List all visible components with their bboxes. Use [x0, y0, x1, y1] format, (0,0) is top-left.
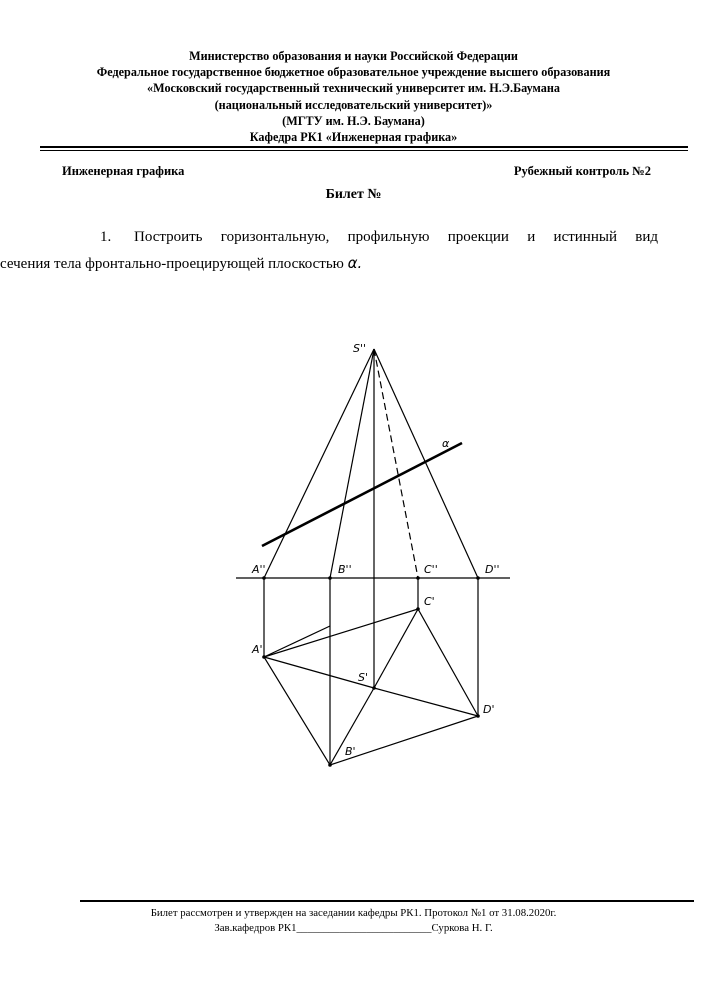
point-D1 — [476, 714, 480, 718]
edge-A1-B2-diag — [264, 626, 330, 657]
document-footer — [0, 906, 707, 935]
point-D2 — [476, 576, 480, 580]
label-C2: C'' — [424, 563, 438, 576]
label-D2: D'' — [485, 563, 500, 576]
label-A2: A'' — [252, 563, 266, 576]
header-rule-thick — [40, 146, 688, 148]
point-A2 — [262, 576, 266, 580]
task-line-1 — [100, 224, 658, 250]
point-B2 — [328, 576, 332, 580]
head-signature-line: Зав.кафедров РК1_________________________Суркова Н. Г. — [214, 921, 493, 934]
edge-S1-D1 — [374, 688, 478, 716]
edge-S2-A2 — [264, 349, 374, 578]
point-C2 — [416, 576, 420, 580]
ticket-title: Билет № — [325, 187, 382, 202]
label-C1: C' — [424, 595, 435, 608]
edge-S2-C2-hidden — [374, 349, 418, 578]
drawing-figure — [200, 291, 556, 815]
footer-rule — [80, 900, 694, 902]
label-D1: D' — [483, 703, 495, 716]
document-header — [0, 48, 707, 145]
header-rule-thin — [40, 150, 688, 151]
task-line-2 — [0, 250, 558, 277]
subject-title: Инженерная графика — [62, 164, 185, 178]
task-line-2-text: сечения тела фронтально-проецирующей плоскостью — [0, 256, 348, 272]
institution-type-line: Федеральное государственное бюджетное образовательное учреждение высшего образования — [96, 65, 611, 80]
point-S1 — [372, 686, 376, 690]
cutting-plane-alpha — [262, 443, 462, 546]
point-C1 — [416, 607, 420, 611]
university-name-line: «Московский государственный технический университет им. Н.Э.Баумана — [147, 81, 560, 96]
edge-S2-B2 — [330, 349, 374, 578]
pyramid-drawing — [200, 291, 556, 815]
department-line: Кафедра РК1 «Инженерная графика» — [249, 130, 458, 145]
task-text — [0, 224, 658, 277]
university-abbr-line: (МГТУ им. Н.Э. Баумана) — [282, 113, 425, 128]
ministry-line: Министерство образования и науки Российской Федерации — [189, 49, 518, 63]
label-B2: B'' — [338, 563, 352, 576]
university-status-line: (национальный исследовательский университет)» — [214, 97, 493, 112]
edge-S2-D2 — [374, 349, 478, 578]
point-B1 — [328, 763, 332, 767]
control-title: Рубежный контроль №2 — [513, 164, 651, 178]
label-S2: S'' — [353, 342, 367, 355]
task-number: 1. — [100, 229, 112, 245]
task-line-1-text: Построить горизонтальную, профильную проекции и истинный вид — [134, 229, 658, 245]
label-S1: S' — [358, 671, 369, 684]
label-alpha: α — [442, 437, 450, 450]
task-alpha-symbol: α. — [347, 254, 363, 272]
point-A1 — [262, 655, 266, 659]
label-B1: B' — [345, 745, 356, 758]
label-A1: A' — [252, 643, 263, 656]
approval-line: Билет рассмотрен и утвержден на заседании кафедры РК1. Протокол №1 от 31.08.2020г. — [150, 907, 557, 919]
